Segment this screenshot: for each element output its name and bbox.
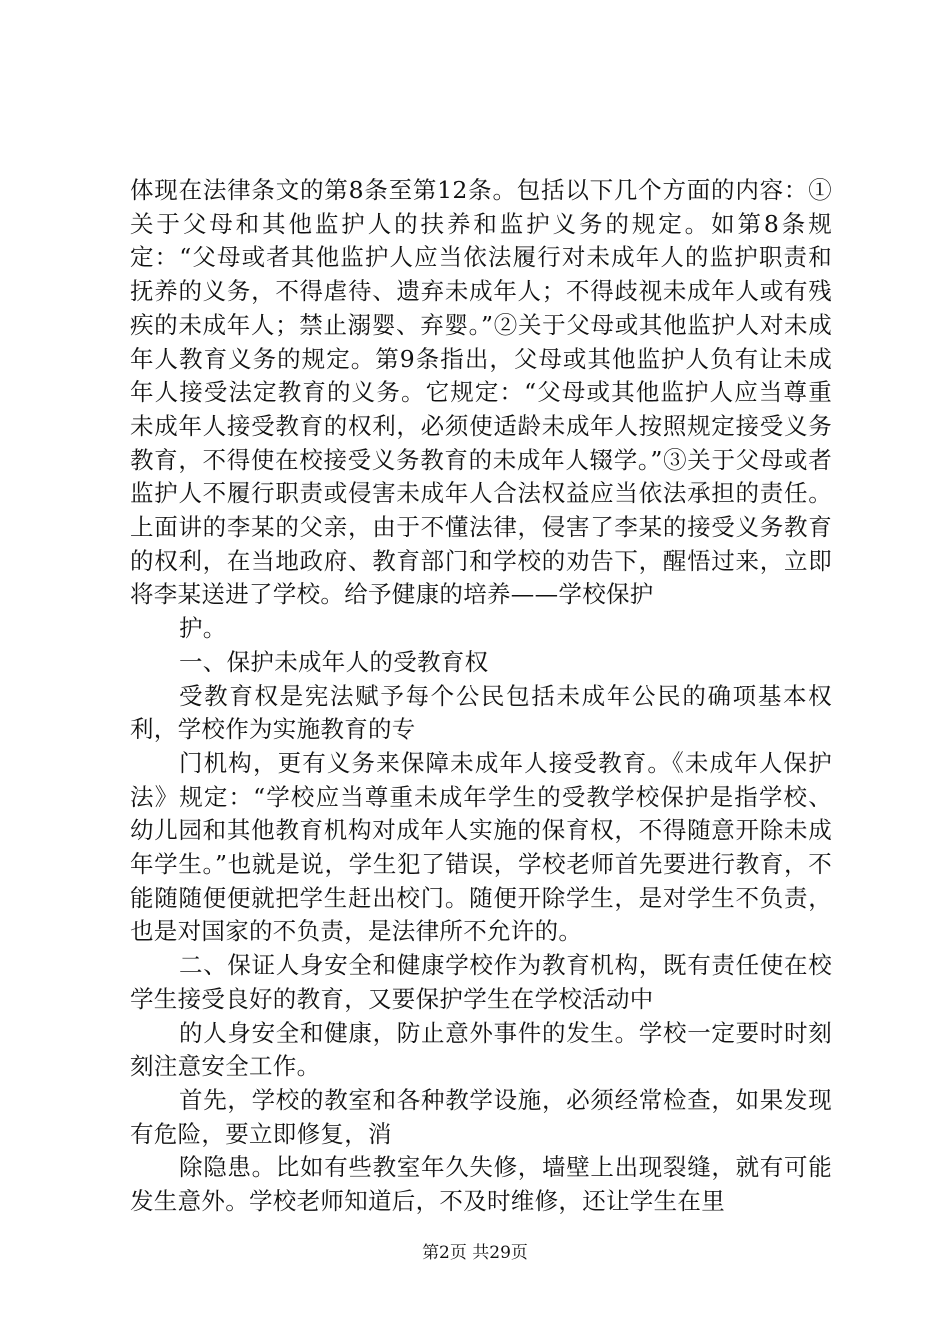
page-number: 第2页 共29页: [422, 1243, 528, 1263]
paragraph-3: 受教育权是宪法赋予每个公民包括未成年公民的确项基本权利，学校作为实施教育的专: [130, 681, 832, 744]
document-body: [130, 174, 832, 1219]
paragraph-5: 的人身安全和健康，防止意外事件的发生。学校一定要时时刻刻注意安全工作。: [130, 1018, 832, 1081]
paragraph-1: 体现在法律条文的第8条至第12条。包括以下几个方面的内容：①关于父母和其他监护人的扶养和监护义务的规定。如第8条规定：“父母或者其他监护人应当依法履行对未成年人的监护职责和抚养的义务，不得虐待、遗弃未成年人；不得歧视未成年人或有残疾的未成年人；禁止溺婴、弃婴。”②关于父母或其他监护人对未成年人教育义务的规定。第9条指出，父母或其他监护人负有让未成年人接受法定教育的义务。它规定：“父母或其他监护人应当尊重未成年人接受教育的权利，必须使适龄未成年人按照规定接受义务教育，不得使在校接受义务教育的未成年人辍学。”③关于父母或者监护人不履行职责或侵害未成年人合法权益应当依法承担的责任。上面讲的李某的父亲，由于不懂法律，侵害了李某的接受义务教育的权利，在当地政府、教育部门和学校的劝告下，醒悟过来，立即将李某送进了学校。给予健康的培养——学校保护: [130, 176, 832, 609]
paragraph-4: 门机构，更有义务来保障未成年人接受教育。《未成年人保护法》规定：“学校应当尊重未成年学生的受教学校保护是指学校、幼儿园和其他教育机构对成年人实施的保育权，不得随意开除未成年学生。”也就是说，学生犯了错误，学校老师首先要进行教育，不能随随便便就把学生赶出校门。随便开除学生，是对学生不负责，也是对国家的不负责，是法律所不允许的。: [130, 748, 832, 946]
paragraph-2: 护。: [179, 614, 227, 643]
section-heading-1: 一、保护未成年人的受教育权: [179, 647, 489, 676]
paragraph-7: 除隐患。比如有些教室年久失修，墙壁上出现裂缝，就有可能发生意外。学校老师知道后，不及时维修，还让学生在里: [130, 1153, 832, 1216]
section-heading-2: 二、保证人身安全和健康学校作为教育机构，既有责任使在校学生接受良好的教育，又要保护学生在学校活动中: [130, 951, 832, 1013]
paragraph-6: 首先，学校的教室和各种教学设施，必须经常检查，如果发现有危险，要立即修复，消: [130, 1085, 832, 1148]
